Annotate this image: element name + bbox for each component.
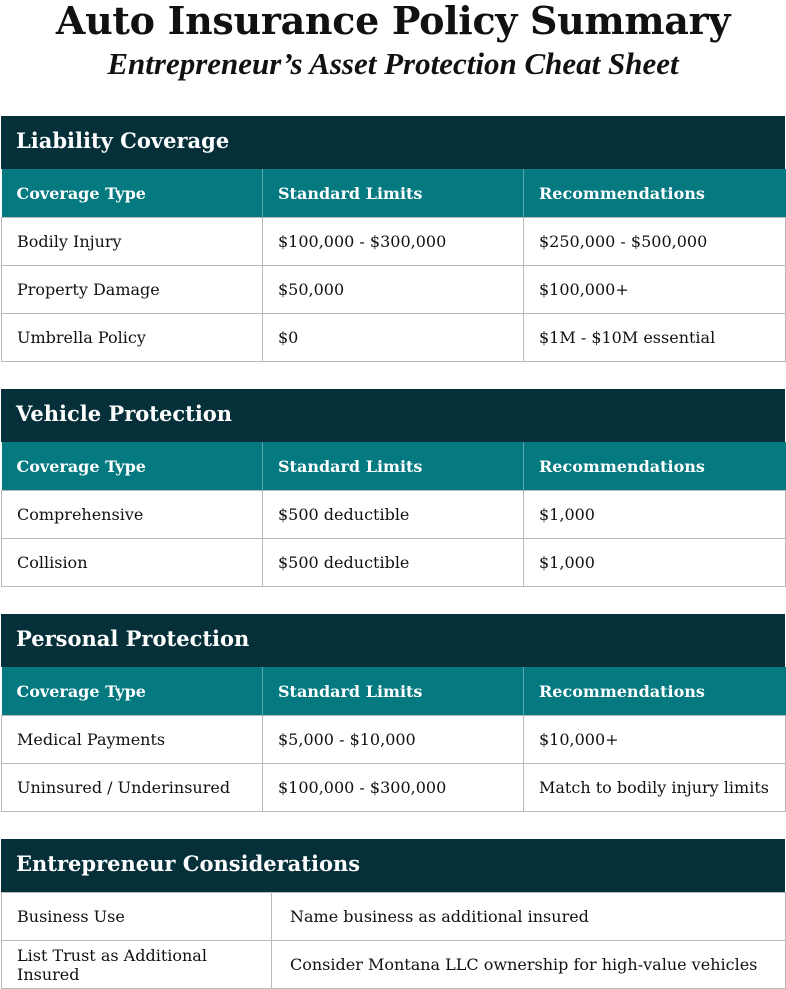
consideration-item-cell: Business Use — [2, 893, 272, 941]
table-header-row — [2, 169, 786, 218]
table-row — [2, 716, 786, 764]
coverage-type-cell: Medical Payments — [2, 716, 263, 764]
column-header-coverage-type: Coverage Type — [2, 442, 263, 491]
page-title: Auto Insurance Policy Summary — [55, 0, 731, 43]
column-header-standard-limits: Standard Limits — [263, 667, 524, 716]
standard-limit-cell: $50,000 — [263, 266, 524, 314]
recommendation-cell: Match to bodily injury limits — [524, 764, 786, 812]
recommendation-cell: $1,000 — [524, 539, 786, 587]
section-liability-coverage — [1, 116, 785, 362]
coverage-type-cell: Uninsured / Underinsured — [2, 764, 263, 812]
document-header — [0, 0, 786, 84]
section-entrepreneur-considerations — [1, 839, 785, 989]
coverage-table — [1, 667, 786, 812]
table-row — [2, 893, 786, 941]
table-row — [2, 314, 786, 362]
recommendation-cell: $1,000 — [524, 491, 786, 539]
standard-limit-cell: $100,000 - $300,000 — [263, 218, 524, 266]
coverage-table — [1, 442, 786, 587]
table-row — [2, 266, 786, 314]
column-header-recommendations: Recommendations — [524, 169, 786, 218]
section-vehicle-protection — [1, 389, 785, 587]
consideration-item-cell: List Trust as Additional Insured — [2, 941, 272, 989]
recommendation-cell: $250,000 - $500,000 — [524, 218, 786, 266]
standard-limit-cell: $500 deductible — [263, 539, 524, 587]
considerations-table — [1, 892, 786, 989]
column-header-recommendations: Recommendations — [524, 667, 786, 716]
coverage-type-cell: Property Damage — [2, 266, 263, 314]
coverage-type-cell: Bodily Injury — [2, 218, 263, 266]
consideration-note-cell: Name business as additional insured — [272, 893, 786, 941]
standard-limit-cell: $5,000 - $10,000 — [263, 716, 524, 764]
table-row — [2, 941, 786, 989]
coverage-type-cell: Umbrella Policy — [2, 314, 263, 362]
table-row — [2, 539, 786, 587]
column-header-coverage-type: Coverage Type — [2, 667, 263, 716]
standard-limit-cell: $100,000 - $300,000 — [263, 764, 524, 812]
section-personal-protection — [1, 614, 785, 812]
standard-limit-cell: $500 deductible — [263, 491, 524, 539]
page-subtitle: Entrepreneur’s Asset Protection Cheat Sheet — [107, 46, 679, 81]
section-title: Vehicle Protection — [1, 389, 785, 442]
recommendation-cell: $10,000+ — [524, 716, 786, 764]
column-header-standard-limits: Standard Limits — [263, 169, 524, 218]
column-header-recommendations: Recommendations — [524, 442, 786, 491]
recommendation-cell: $100,000+ — [524, 266, 786, 314]
section-title: Personal Protection — [1, 614, 785, 667]
section-title: Entrepreneur Considerations — [1, 839, 785, 892]
table-row — [2, 218, 786, 266]
standard-limit-cell: $0 — [263, 314, 524, 362]
section-title: Liability Coverage — [1, 116, 785, 169]
coverage-type-cell: Comprehensive — [2, 491, 263, 539]
coverage-table — [1, 169, 786, 362]
consideration-note-cell: Consider Montana LLC ownership for high-value vehicles — [272, 941, 786, 989]
table-row — [2, 764, 786, 812]
recommendation-cell: $1M - $10M essential — [524, 314, 786, 362]
column-header-coverage-type: Coverage Type — [2, 169, 263, 218]
coverage-type-cell: Collision — [2, 539, 263, 587]
table-header-row — [2, 442, 786, 491]
table-row — [2, 491, 786, 539]
column-header-standard-limits: Standard Limits — [263, 442, 524, 491]
table-header-row — [2, 667, 786, 716]
